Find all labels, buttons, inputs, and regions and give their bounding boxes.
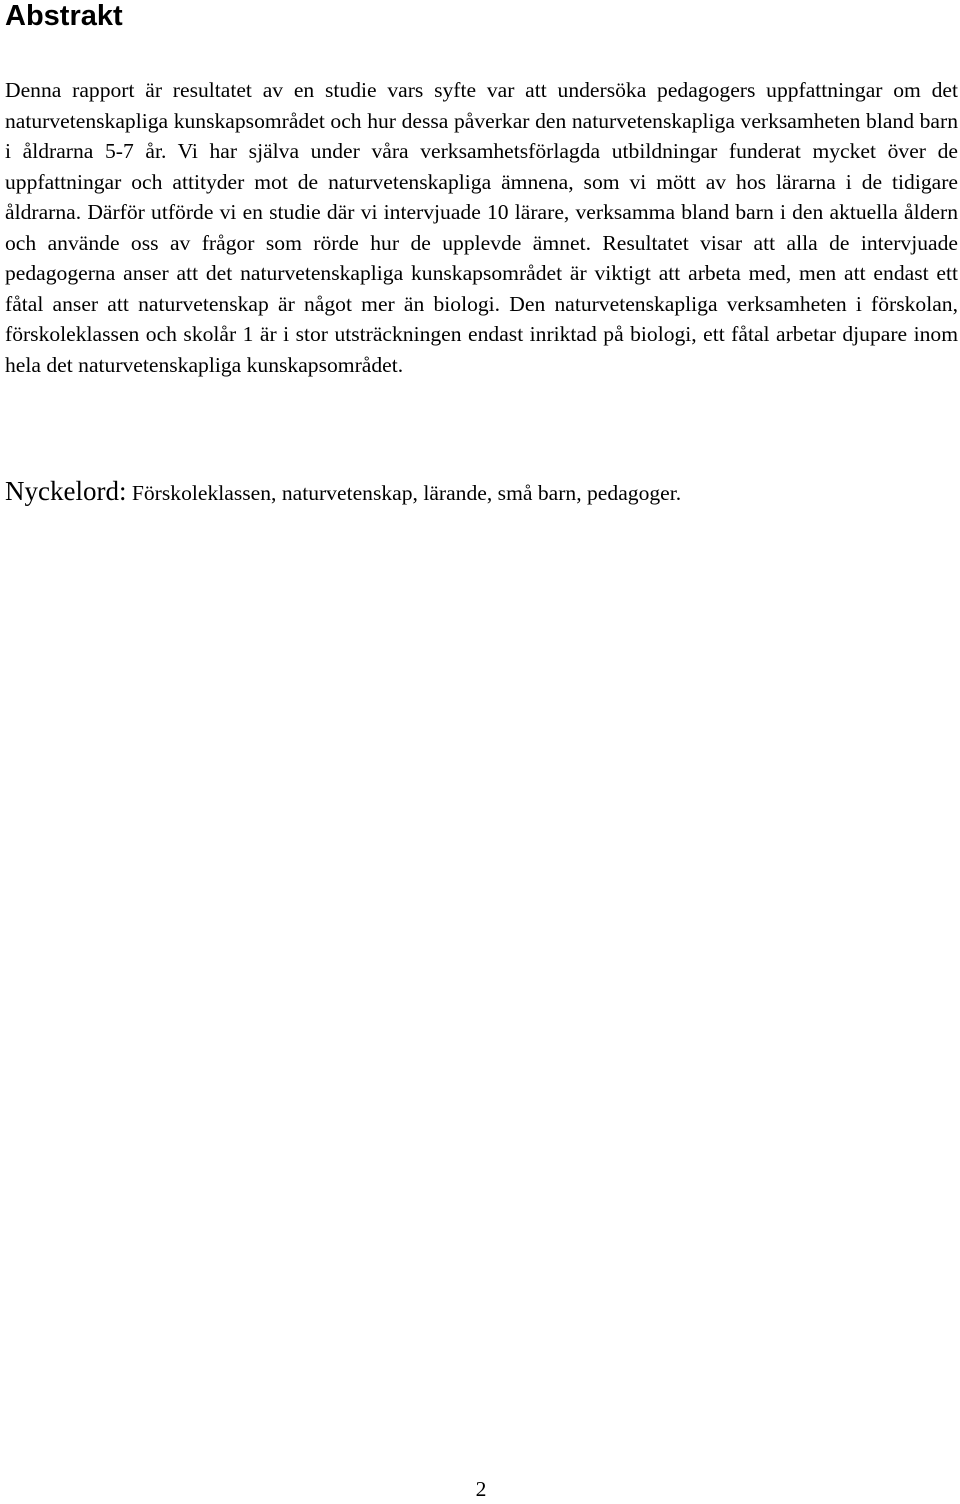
keywords-label: Nyckelord: (5, 476, 127, 506)
keywords-text: Förskoleklassen, naturvetenskap, lärande, små barn, pedagoger. (131, 481, 682, 505)
page-number: 2 (475, 1477, 487, 1501)
keywords-line (5, 474, 958, 510)
abstract-paragraph: Denna rapport är resultatet av en studie vars syfte var att undersöka pedagogers uppfattningar om det naturvetenskapliga kunskapsområdet och hur dessa påverkar den naturvetenskapliga verksamheten bland barn i åldrarna 5-7 år. Vi har själva under våra verksamhetsförlagda utbildningar funderat mycket över de uppfattningar och attityder mot de naturvetenskapliga ämnena, som vi mött av hos lärarna i de tidigare åldrarna. Därför utförde vi en studie där vi intervjuade 10 lärare, verksamma bland barn i den aktuella åldern och använde oss av frågor som rörde hur de upplevde ämnet. Resultatet visar att alla de intervjuade pedagogerna anser att det naturvetenskapliga kunskapsområdet är viktigt att arbeta med, men att endast ett fåtal anser att naturvetenskap är något mer än biologi. Den naturvetenskapliga verksamheten i förskolan, förskoleklassen och skolår 1 är i stor utsträckningen endast inriktad på biologi, ett fåtal arbetar djupare inom hela det naturvetenskapliga kunskapsområdet. (5, 78, 958, 377)
abstract-heading: Abstrakt (5, 0, 123, 32)
